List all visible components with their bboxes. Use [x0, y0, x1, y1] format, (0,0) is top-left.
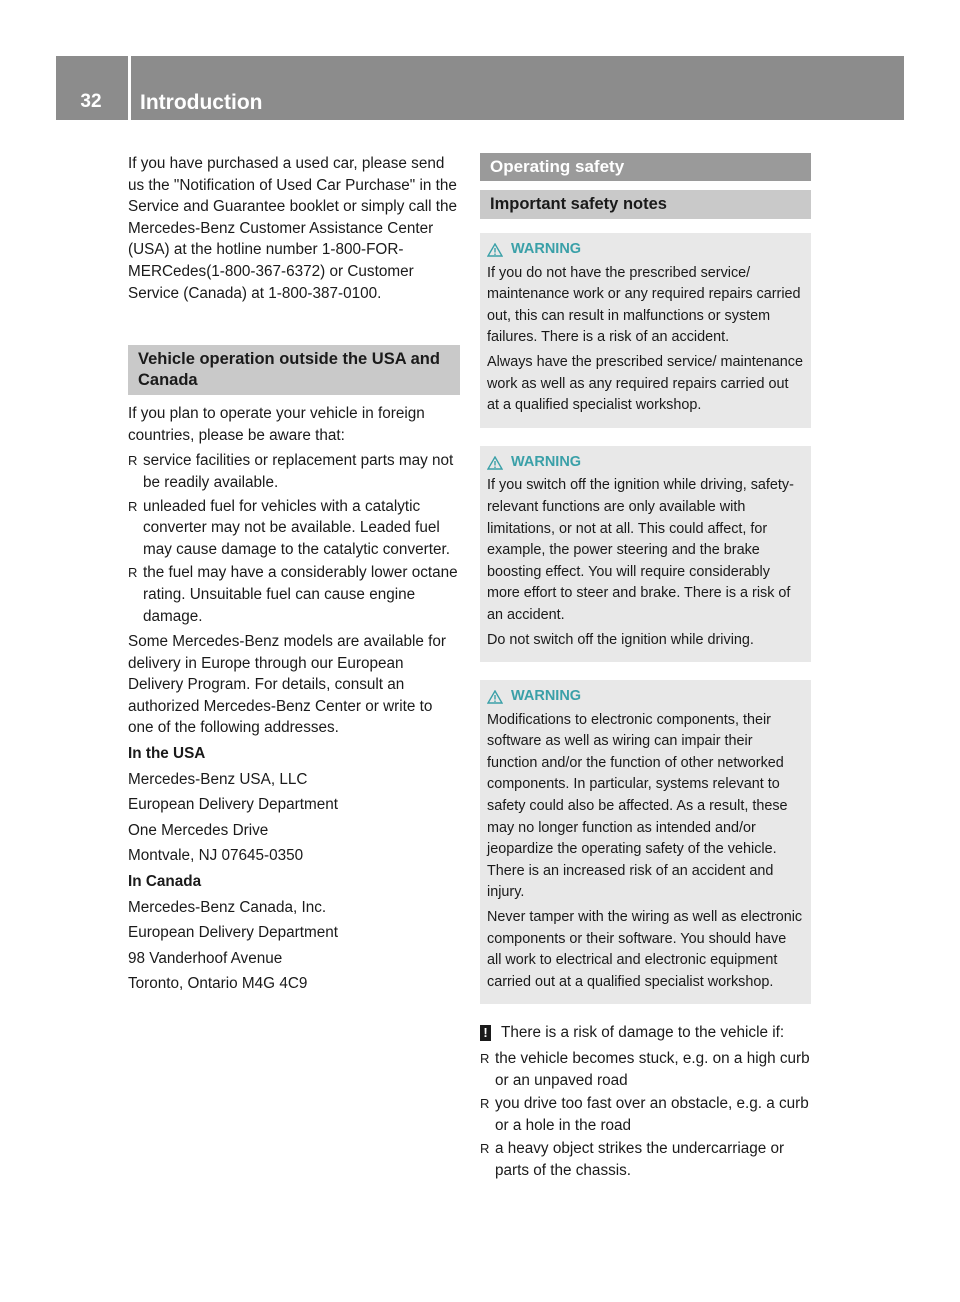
damage-notice	[480, 1022, 811, 1044]
bullet-icon: R	[128, 453, 138, 469]
warning-label: WARNING	[511, 453, 582, 470]
outside-usa-heading: Vehicle operation outside the USA and Canada	[128, 345, 460, 395]
bullet-icon: R	[480, 1096, 490, 1112]
list-item: R unleaded fuel for vehicles with a catalytic converter may not be available. Leaded fuel may cause damage to the catalytic converter.	[128, 497, 450, 558]
usa-heading: In the USA	[128, 745, 206, 763]
notice-text: There is a risk of damage to the vehicle if:	[501, 1024, 785, 1042]
list-item: R a heavy object strikes the undercarriage or parts of the chassis.	[480, 1140, 785, 1179]
foreign-lead: If you plan to operate your vehicle in foreign countries, please be aware that:	[128, 405, 425, 444]
address-line: European Delivery Department	[128, 796, 339, 814]
bullet-icon: R	[128, 565, 138, 581]
warning-triangle-icon	[487, 690, 503, 704]
bullet-icon: R	[480, 1051, 490, 1066]
safety-notes-heading: Important safety notes	[480, 190, 811, 219]
address-line: Montvale, NJ 07645-0350	[128, 847, 304, 865]
address-line: Mercedes-Benz Canada, Inc.	[128, 898, 327, 916]
address-line: European Delivery Department	[128, 924, 339, 942]
warning-triangle-icon	[487, 243, 503, 257]
address-line: One Mercedes Drive	[128, 821, 269, 839]
operating-safety-heading: Operating safety	[480, 153, 811, 181]
bullet-icon: R	[128, 498, 138, 514]
header-divider	[128, 56, 131, 120]
delivery-paragraph: Some Mercedes-Benz models are available for delivery in Europe through our European Delivery Program. For details, consult an authorized Mercedes-Benz Center or write to one of the following addresses.	[128, 633, 446, 737]
list-item: R you drive too fast over an obstacle, e.g. a curb or a hole in the road	[480, 1095, 809, 1134]
damage-bullet-list	[480, 1048, 811, 1182]
list-item: R the vehicle becomes stuck, e.g. on a high curb or an unpaved road	[480, 1050, 810, 1089]
bullet-icon: R	[480, 1141, 490, 1157]
foreign-bullet-list	[128, 450, 460, 627]
warning-triangle-icon	[487, 456, 503, 470]
warning-label: WARNING	[511, 688, 582, 705]
address-line: Mercedes-Benz USA, LLC	[128, 770, 308, 788]
used-car-paragraph: If you have purchased a used car, please send us the "Notification of Used Car Purchase" in the Service and Guarantee booklet or simply call the Mercedes-Benz Customer Assistance Center (USA) at the hotline number 1-800-FOR-MERCedes(1-800-367-6372) or Customer Service (Canada) at 1-800-387-0100.	[128, 155, 458, 302]
page-header	[56, 56, 904, 120]
warning-box: WARNING Modifications to electronic components, their software as well as wiring can impair their function and/or the function of other networked components. In particular, systems relevant to safety could also be affected. As a result, these may no longer function as intended and/or jeopardize the operating safety of the vehicle. There is an increased risk of an accident and injury. Never tamper with the wiring as well as electronic components or their software. You should have all work to electrical and electronic equipment carried out at a qualified specialist workshop.	[480, 680, 811, 1004]
list-item: R the fuel may have a considerably lower octane rating. Unsuitable fuel can cause engine damage.	[128, 564, 458, 625]
section-title: Introduction	[140, 91, 263, 114]
warning-box: WARNING If you do not have the prescribed service/ maintenance work or any required repairs carried out, this can result in malfunctions or system failures. There is a risk of an accident. Always have the prescribed service/ maintenance work as well as any required repairs carried out at a qualified specialist workshop.	[480, 233, 811, 428]
exclamation-icon: !	[480, 1025, 491, 1041]
warning-box: WARNING If you switch off the ignition while driving, safety-relevant functions are only available with limitations, or not at all. This could affect, for example, the power steering and the brake boosting effect. You will require considerably more effort to steer and brake. There is a risk of an accident. Do not switch off the ignition while driving.	[480, 446, 811, 662]
address-line: Toronto, Ontario M4G 4C9	[128, 975, 308, 993]
right-column	[480, 153, 811, 1186]
page-number: 32	[80, 91, 102, 112]
list-item: R service facilities or replacement parts may not be readily available.	[128, 452, 454, 491]
canada-heading: In Canada	[128, 873, 202, 891]
left-column	[128, 153, 460, 999]
warning-label: WARNING	[511, 241, 582, 257]
address-line: 98 Vanderhoof Avenue	[128, 949, 283, 967]
